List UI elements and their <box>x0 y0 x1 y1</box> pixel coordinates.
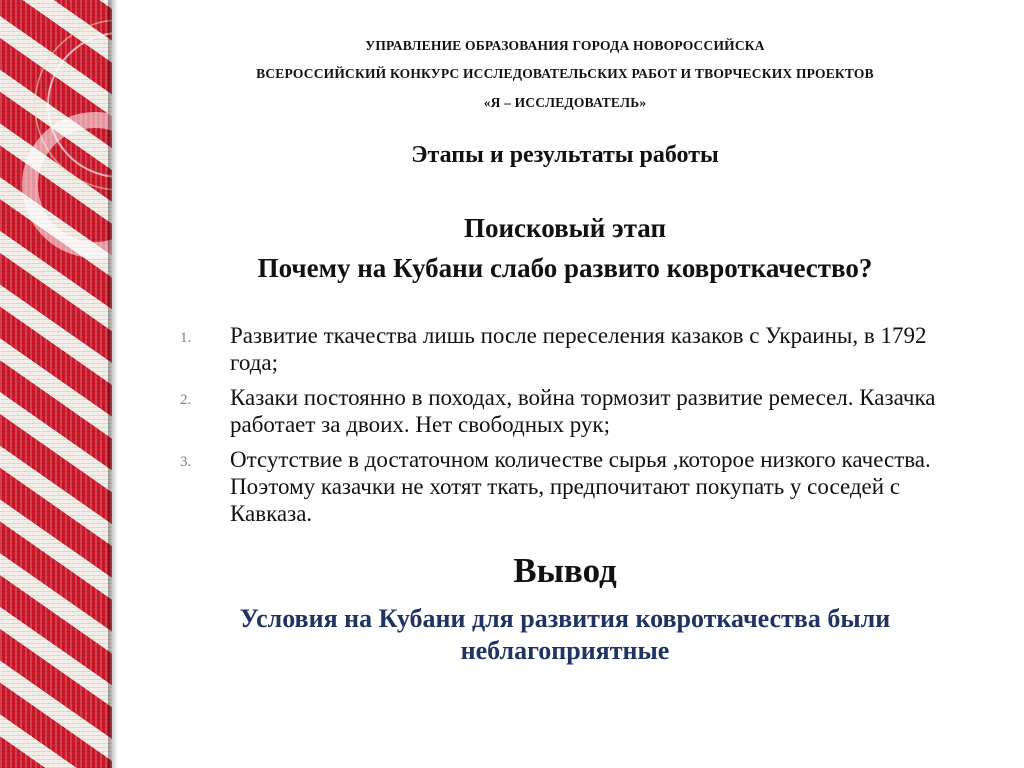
research-question: Почему на Кубани слабо развито ковроткачество? <box>257 253 873 283</box>
conclusion-title: Вывод <box>513 551 617 590</box>
list-item-text: Казаки постоянно в походах, война тормозит развитие ремесел. Казачка работает за двоих. Нет свободных рук; <box>230 385 936 437</box>
list-item <box>180 322 980 376</box>
ornament-circles-icon <box>0 0 112 768</box>
list-item-number: 1. <box>180 330 192 346</box>
reasons-list <box>180 322 980 535</box>
list-item-text: Развитие ткачества лишь после переселения казаков с Украины, в 1792 года; <box>230 323 927 375</box>
stage-title: Поисковый этап <box>464 213 666 243</box>
ornament-shadow <box>108 0 118 768</box>
list-item <box>180 384 980 438</box>
conclusion-text: Условия на Кубани для развития ковроткачества были неблагоприятные <box>239 604 891 665</box>
ornament-panel <box>0 0 112 768</box>
slide-content <box>130 0 1000 768</box>
list-item-text: Отсутствие в достаточном количестве сырья ,которое низкого качества. Поэтому казачки не хотят ткать, предпочитают покупать у соседей с Кавказа. <box>230 447 931 526</box>
list-item-number: 2. <box>180 392 192 408</box>
list-item-number: 3. <box>180 454 192 470</box>
header-contest: ВСЕРОССИЙСКИЙ КОНКУРС ИССЛЕДОВАТЕЛЬСКИХ РАБОТ И ТВОРЧЕСКИХ ПРОЕКТОВ <box>256 66 874 81</box>
header-organization: УПРАВЛЕНИЕ ОБРАЗОВАНИЯ ГОРОДА НОВОРОССИЙСКА <box>365 38 765 53</box>
section-title: Этапы и результаты работы <box>411 142 719 168</box>
header-contest-name: «Я – ИССЛЕДОВАТЕЛЬ» <box>483 95 647 110</box>
list-item <box>180 446 980 527</box>
